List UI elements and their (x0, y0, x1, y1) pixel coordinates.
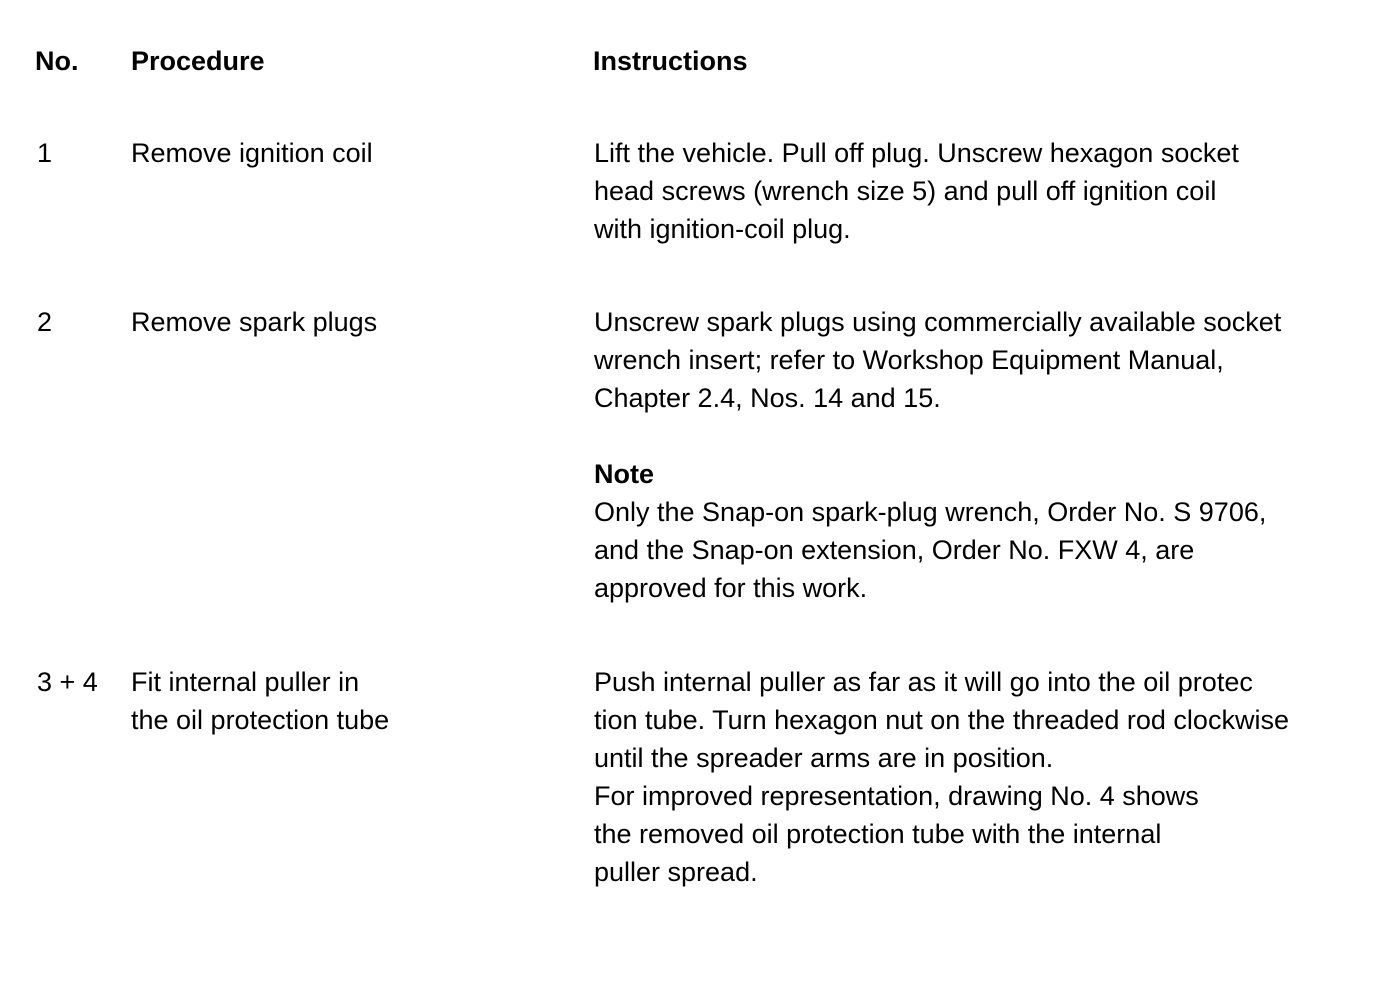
step-number: 1 (37, 138, 53, 168)
instruction-line: Lift the vehicle. Pull off plug. Unscrew hexagon socket (594, 138, 1239, 168)
column-header-no: No. (35, 46, 79, 76)
instruction-line: with ignition-coil plug. (594, 214, 851, 244)
procedure-line: Fit internal puller in (131, 667, 360, 697)
note-line: Only the Snap-on spark-plug wrench, Order No. S 9706, (594, 497, 1267, 527)
instruction-line: tion tube. Turn hexagon nut on the threaded rod clockwise (594, 705, 1289, 735)
instruction-line: Chapter 2.4, Nos. 14 and 15. (594, 383, 941, 413)
note-line: approved for this work. (594, 573, 868, 603)
procedure-text (131, 303, 571, 341)
instruction-line: until the spreader arms are in position. (594, 743, 1054, 773)
table-header (0, 42, 1376, 82)
note-block (594, 455, 1354, 607)
step-number: 3 + 4 (37, 667, 98, 697)
instruction-line: head screws (wrench size 5) and pull off ignition coil (594, 176, 1217, 206)
procedure-text (131, 134, 571, 172)
note-line: and the Snap-on extension, Order No. FXW 4, are (594, 535, 1195, 565)
column-header-instructions: Instructions (593, 46, 748, 76)
step-number: 2 (37, 307, 53, 337)
procedure-text (131, 663, 571, 739)
instruction-line: the removed oil protection tube with the internal (594, 819, 1162, 849)
instruction-text (594, 303, 1354, 607)
instruction-line: For improved representation, drawing No. 4 shows (594, 781, 1199, 811)
procedure-line: Remove spark plugs (131, 307, 378, 337)
procedure-line: the oil protection tube (131, 705, 390, 735)
instruction-line: Push internal puller as far as it will go into the oil protec (594, 667, 1253, 697)
instruction-line: Unscrew spark plugs using commercially available socket (594, 307, 1282, 337)
column-header-procedure: Procedure (131, 46, 265, 76)
instruction-text (594, 134, 1354, 248)
instruction-line: puller spread. (594, 857, 758, 887)
note-heading: Note (594, 459, 654, 489)
instruction-text (594, 663, 1354, 891)
instruction-line: wrench insert; refer to Workshop Equipment Manual, (594, 345, 1224, 375)
procedure-line: Remove ignition coil (131, 138, 373, 168)
